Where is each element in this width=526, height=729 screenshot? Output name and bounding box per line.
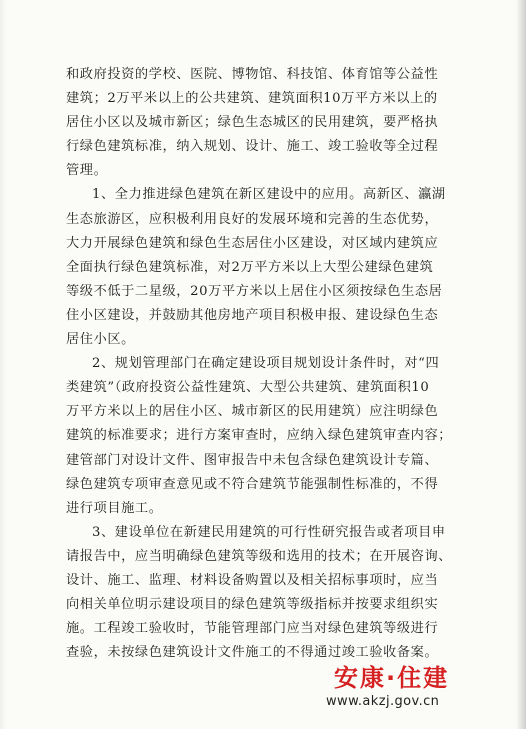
text-line: 请报告中，应当明确绿色建筑等级和选用的技术；在开展咨询、 [66, 548, 453, 564]
scan-shadow-right [516, 0, 526, 729]
text-line: 居住小区以及城市新区；绿色生态城区的民用建筑，要严格执 [66, 115, 439, 131]
text-line: 施。工程竣工验收时，节能管理部门应当对绿色建筑等级进行 [66, 621, 439, 637]
text-line: 建筑的标准要求；进行方案审查时，应纳入绿色建筑审查内容； [66, 428, 453, 444]
section-2-heading-line: 2、规划管理部门在确定建设项目规划设计条件时，对“四 [92, 356, 440, 372]
scan-shadow-left [0, 0, 6, 729]
text-line: 住小区建设，并鼓励其他房地产项目积极申报、建设绿色生态 [66, 307, 439, 323]
section-3-heading-line: 3、建设单位在新建民用建筑的可行性研究报告或者项目申 [92, 524, 446, 540]
text-line: 绿色建筑专项审查意见或不符合建筑节能强制性标准的，不得 [66, 476, 439, 492]
text-line: 建筑；2万平米以上的公共建筑、建筑面积10万平方米以上的 [66, 91, 438, 107]
document-body [66, 63, 476, 665]
watermark-url: www.akzj.gov.cn [326, 694, 440, 709]
text-line: 和政府投资的学校、医院、博物馆、科技馆、体育馆等公益性 [66, 67, 439, 82]
text-line: 管理。 [66, 163, 108, 179]
text-line: 查验，未按绿色建筑设计文件施工的不得通过竣工验收备案。 [66, 645, 439, 661]
watermark-logo: 安康·住建 [334, 664, 450, 692]
text-line: 设计、施工、监理、材料设备购置以及相关招标事项时，应当 [66, 572, 439, 588]
text-line: 建管部门对设计文件、图审报告中未包含绿色建筑设计专篇、 [66, 452, 439, 468]
text-line: 等级不低于二星级，20万平方米以上居住小区须按绿色生态居 [66, 283, 443, 299]
text-line: 行绿色建筑标准，纳入规划、设计、施工、竣工验收等全过程 [66, 139, 439, 155]
text-line: 类建筑”（政府投资公益性建筑、大型公共建筑、建筑面积10 [66, 380, 430, 396]
text-line: 进行项目施工。 [66, 500, 163, 516]
text-line: 向相关单位明示建设项目的绿色建筑等级指标并按要求组织实 [66, 597, 439, 613]
text-line: 万平方米以上的居住小区、城市新区的民用建筑）应注明绿色 [66, 404, 439, 420]
section-1-heading-line: 1、全力推进绿色建筑在新区建设中的应用。高新区、瀛湖 [92, 187, 446, 203]
text-line: 大力开展绿色建筑和绿色生态居住小区建设，对区域内建筑应 [66, 235, 439, 251]
text-line: 全面执行绿色建筑标准，对2万平方米以上大型公建绿色建筑 [66, 259, 434, 275]
text-line: 居住小区。 [66, 332, 135, 348]
text-line: 生态旅游区，应积极利用良好的发展环境和完善的生态优势， [66, 211, 439, 227]
watermark [318, 658, 518, 716]
